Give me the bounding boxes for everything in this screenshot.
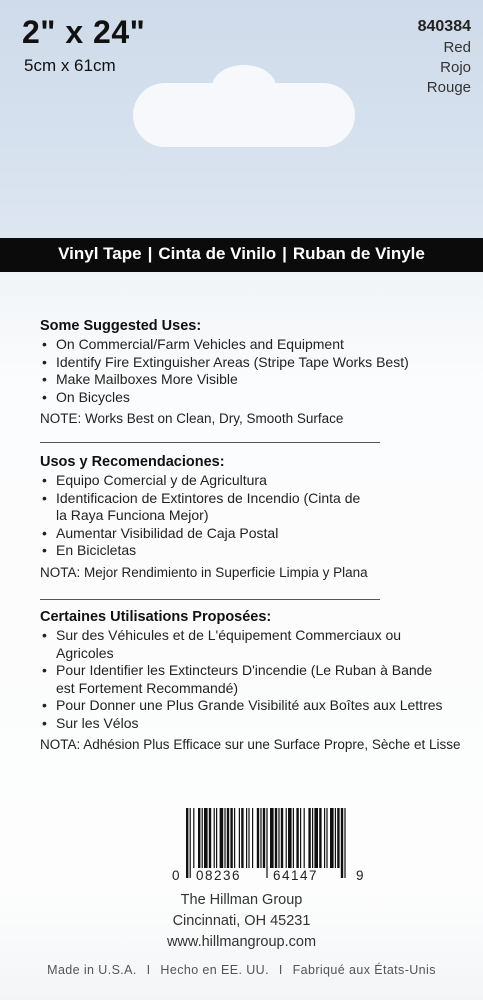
barcode-bar <box>288 808 292 868</box>
origin-separator: I <box>146 963 151 977</box>
company-city: Cincinnati, OH 45231 <box>172 913 311 929</box>
barcode-bar <box>198 808 200 868</box>
country-of-origin <box>0 963 483 977</box>
barcode-bar <box>246 808 247 868</box>
section-title: Some Suggested Uses: <box>40 318 202 334</box>
note: NOTE: Works Best on Clean, Dry, Smooth Surface <box>40 411 344 426</box>
list-item: • Identificacion de Extintores de Incendio (Cinta de la Raya Funciona Mejor) <box>40 490 370 525</box>
size-inches: 2" x 24" <box>22 14 146 50</box>
title-en: Vinyl Tape <box>58 244 142 263</box>
barcode-bar <box>209 808 211 868</box>
barcode-bar <box>252 808 253 868</box>
barcode-bar <box>241 808 243 868</box>
origin-es: Hecho en EE. UU. <box>160 963 269 977</box>
size-metric: 5cm x 61cm <box>24 56 116 75</box>
note: NOTA: Mejor Rendimiento in Superficie Limpia y Plana <box>40 564 368 580</box>
barcode-bar <box>275 808 277 868</box>
barcode-bar <box>248 808 249 868</box>
title-separator: | <box>147 244 153 263</box>
barcode-bar <box>220 808 224 868</box>
barcode-bar <box>216 808 217 868</box>
barcode-bar <box>300 808 301 868</box>
barcode-left-group: 08236 <box>196 868 242 883</box>
origin-separator: I <box>278 963 283 977</box>
barcode-bar <box>266 808 267 878</box>
color-fr: Rouge <box>426 79 471 96</box>
barcode-bar <box>304 808 305 868</box>
uses-english <box>40 318 472 428</box>
title-es: Cinta de Vinilo <box>158 244 277 263</box>
barcode-bar <box>227 808 229 868</box>
product-title <box>0 244 483 264</box>
barcode-bar <box>293 808 294 868</box>
barcode-bar <box>324 808 325 868</box>
list-item: • Aumentar Visibilidad de Caja Postal <box>40 525 370 543</box>
list-item: • Sur des Véhicules et de L'équipement Commerciaux ou Agricoles <box>40 627 452 662</box>
barcode-bar <box>263 808 265 868</box>
barcode-check-digit: 9 <box>356 868 364 883</box>
list-item: • Sur les Vélos <box>40 715 452 733</box>
barcode-bar <box>330 808 334 868</box>
barcode-bar <box>344 808 345 878</box>
origin-fr: Fabriqué aux États-Unis <box>292 963 436 977</box>
list-item: • Make Mailboxes More Visible <box>40 371 472 389</box>
barcode-bar <box>193 808 194 868</box>
uses-french <box>40 609 472 754</box>
title-fr: Ruban de Vinyle <box>292 244 425 263</box>
barcode-first-digit: 0 <box>172 868 180 883</box>
list-item: • Equipo Comercial y de Agricultura <box>40 472 370 490</box>
barcode-right-group: 64147 <box>273 868 319 883</box>
company-info <box>0 890 483 953</box>
list-item: • Pour Donner une Plus Grande Visibilité aux Boîtes aux Lettres <box>40 697 452 715</box>
divider <box>40 599 380 600</box>
barcode-bar <box>314 808 318 868</box>
barcode-bar <box>335 808 336 868</box>
list-item: • Identify Fire Extinguisher Areas (Stripe Tape Works Best) <box>40 354 472 372</box>
color-en: Red <box>443 39 471 56</box>
list-item: • Pour Identifier les Extincteurs D'incendie (Le Ruban à Bande est Fortement Recommandé) <box>40 662 452 697</box>
barcode-bar <box>202 808 203 868</box>
list-item: • On Commercial/Farm Vehicles and Equipment <box>40 336 472 354</box>
barcode-bar <box>190 808 191 878</box>
section-title: Certaines Utilisations Proposées: <box>40 609 272 625</box>
divider <box>40 442 380 443</box>
barcode-bar <box>308 808 310 868</box>
barcode-bar <box>214 808 215 868</box>
barcode-bar <box>319 808 321 868</box>
barcode-bar <box>281 808 283 868</box>
list-item: • En Bicicletas <box>40 542 370 560</box>
origin-en: Made in U.S.A. <box>47 963 137 977</box>
company-website: www.hillmangroup.com <box>166 934 317 950</box>
color-es: Rojo <box>440 59 471 76</box>
barcode-bar <box>286 808 287 868</box>
list-item: • On Bicycles <box>40 389 472 407</box>
color-names <box>427 38 471 98</box>
title-separator: | <box>282 244 287 263</box>
barcode-bar <box>326 808 327 868</box>
sku-number: 840384 <box>417 18 471 35</box>
note: NOTA: Adhésion Plus Efficace sur une Surface Propre, Sèche et Lisse <box>40 737 461 752</box>
barcode-bar <box>270 808 274 868</box>
barcode-bar <box>186 808 188 878</box>
barcode-bar <box>260 808 261 868</box>
company-name: The Hillman Group <box>180 892 303 908</box>
barcode-bar <box>278 808 279 868</box>
barcode-bar <box>312 808 313 868</box>
section-title: Usos y Recomendaciones: <box>40 454 225 470</box>
barcode-bar <box>239 808 240 868</box>
uses-spanish <box>40 454 472 582</box>
barcode-bar <box>230 808 232 868</box>
hang-hole <box>133 83 355 147</box>
barcode-bar <box>341 808 343 878</box>
barcode-bar <box>224 808 225 868</box>
barcode-bar <box>204 808 208 868</box>
barcode-bar <box>337 808 339 868</box>
barcode-bar <box>257 808 259 868</box>
barcode-bar <box>234 808 235 868</box>
barcode-bar <box>296 808 298 868</box>
